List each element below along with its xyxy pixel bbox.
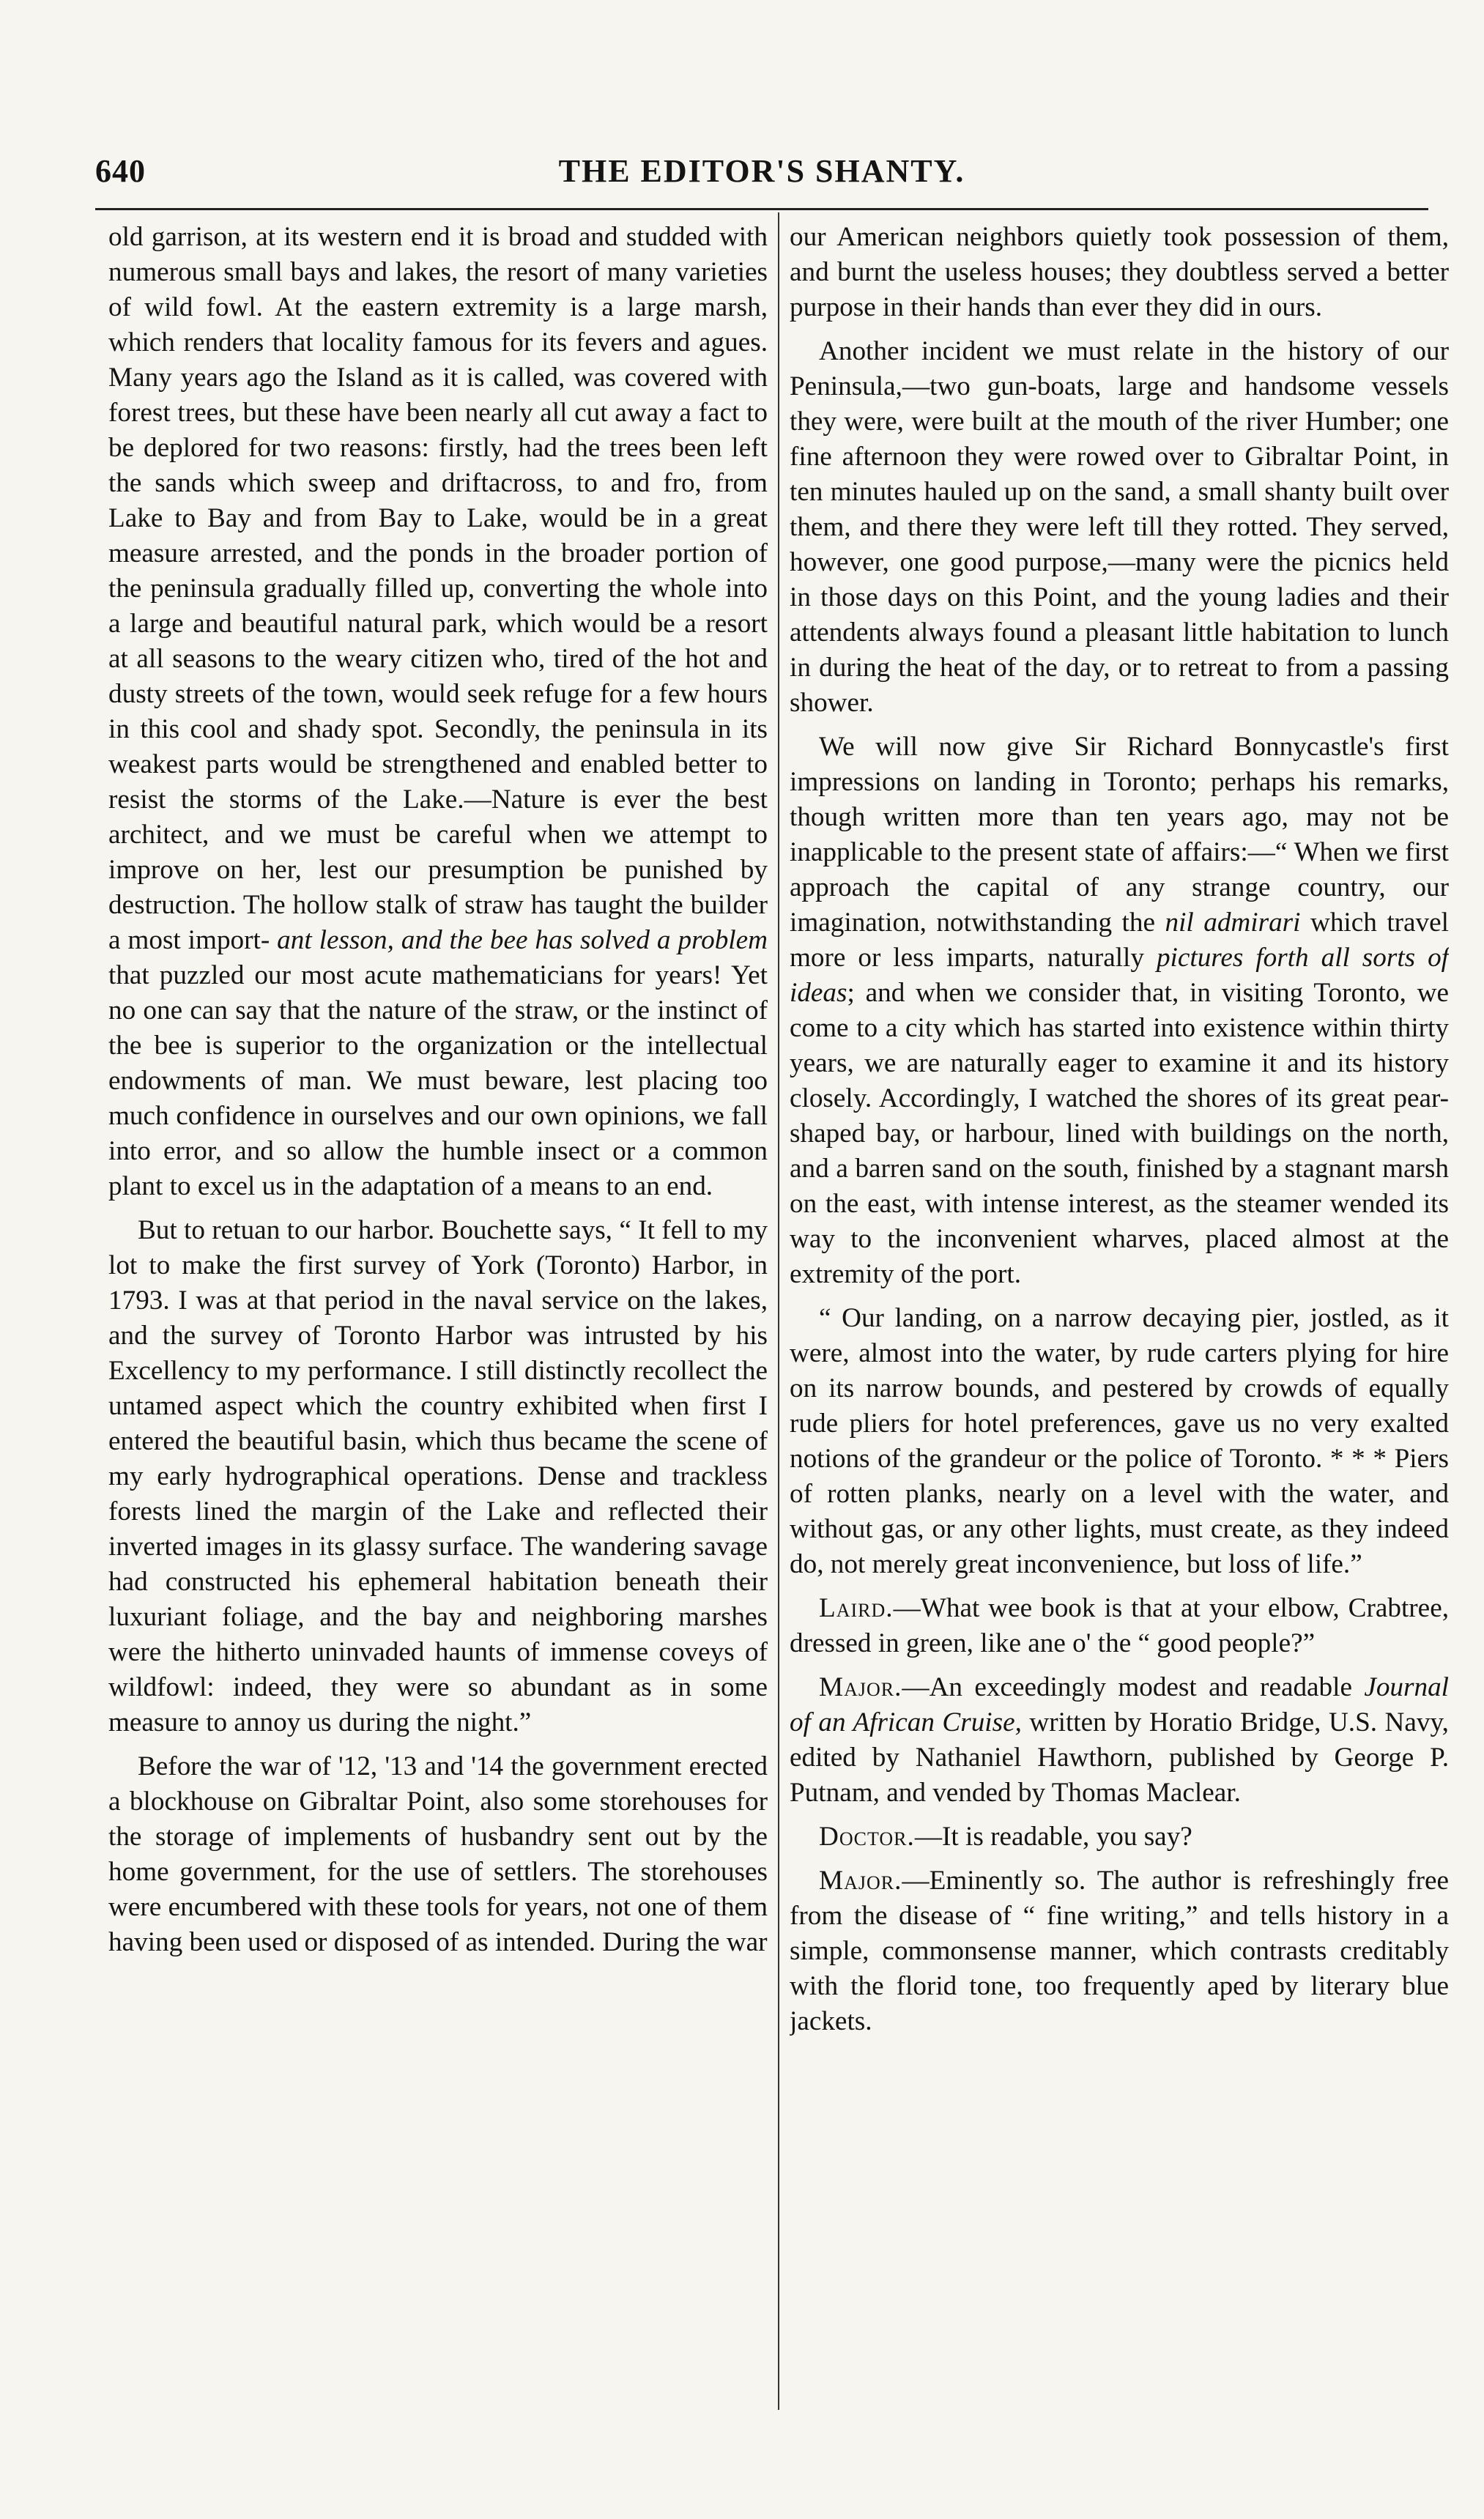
book-title: Journal of an African Cruise, <box>790 1672 1449 1737</box>
dialogue-paragraph <box>790 1591 1449 1661</box>
dialogue-text: —Eminently so. The author is refreshingly free from the disease of “ fine writing,” and tells history in a simple, commonsense manner, which contrasts creditably with the florid tone, too frequently aped by literary blue jackets. <box>790 1866 1449 2036</box>
speaker-name: Major. <box>819 1672 902 1702</box>
paragraph: “ Our landing, on a narrow decaying pier, jostled, as it were, almost into the water, by rude carters plying for hire on its narrow bounds, and pestered by crowds of equally rude pliers for hotel preferences, gave us no very exalted notions of the grandeur or the police of Toronto. * * * Piers of rotten planks, nearly on a level with the water, and without gas, or any other lights, must create, as they indeed do, not merely great inconvenience, but loss of life.” <box>790 1303 1449 1579</box>
dialogue-text: —It is readable, you say? <box>914 1822 1192 1852</box>
dialogue-paragraph <box>790 1863 1449 2039</box>
dialogue-text: —An exceedingly modest and readable <box>902 1672 1352 1702</box>
speaker-name: Doctor. <box>819 1822 915 1852</box>
speaker-name: Laird. <box>819 1593 894 1623</box>
speaker-name: Major. <box>819 1866 902 1896</box>
header-rule <box>95 208 1428 210</box>
dialogue-paragraph <box>790 1819 1449 1855</box>
paragraph <box>790 730 1449 1292</box>
paragraph-text: that puzzled our most acute mathematicians for years! Yet no one can say that the nature of the straw, or the instinct of the bee is superior to the organization or the intellectual endowments of man. We must beware, lest placing too much confidence in ourselves and our own opinions, we fall into error, and so allow the humble insect or a common plant to excel us in the adaptation of a means to an end. <box>108 960 768 1201</box>
paragraph-text: ; and when we consider that, in visiting Toronto, we come to a city which has started into existence within thirty years, we are naturally eager to examine it and its history closely. Accordingly, I watched the shores of its great pear-shaped bay, or harbour, lined with buildings on the north, and a barren sand on the south, finished by a stagnant marsh on the east, with intense interest, as the steamer wended its way to the inconvenient wharves, placed almost at the extremity of the port. <box>790 978 1449 1289</box>
italic-text: ant lesson, and the bee has solved a problem <box>277 925 768 955</box>
right-column <box>790 220 1449 2461</box>
paragraph-text: old garrison, at its western end it is broad and studded with numerous small bays and lakes, the resort of many varieties of wild fowl. At the eastern extremity is a large marsh, which renders that locality famous for its fevers and agues. Many years ago the Island as it is called, was covered with forest trees, but these have been nearly all cut away a fact to be deplored for two reasons: firstly, had the trees been left the sands which sweep and driftacross, to and fro, from Lake to Bay and from Bay to Lake, would be in a great measure arrested, and the ponds in the broader portion of the peninsula gradually filled up, converting the whole into a large and beautiful natural park, which would be a resort at all seasons to the weary citizen who, tired of the hot and dusty streets of the town, would seek refuge for a few hours in this cool and shady spot. Secondly, the peninsula in its weakest parts would be strengthened and enabled better to resist the storms of the Lake.—Nature is ever the best architect, and we must be careful when we attempt to improve on her, lest our presumption be punished by destruction. The hollow stalk of straw has taught the builder a most import- <box>108 222 768 955</box>
paragraph: our American neighbors quietly took possession of them, and burnt the useless houses; they doubtless served a better purpose in their hands than ever they did in ours. <box>790 222 1449 322</box>
dialogue-text: —What wee book is that at your elbow, Crabtree, dressed in green, like ane o' the “ good people?” <box>790 1593 1449 1658</box>
page-number: 640 <box>95 153 146 189</box>
paragraph-text: which travel more or less imparts, naturally <box>790 908 1449 973</box>
paragraph: Another incident we must relate in the history of our Peninsula,—two gun-boats, large and handsome vessels they were, were built at the mouth of the river Humber; one fine afternoon they were rowed over to Gibraltar Point, in ten minutes hauled up on the sand, a small shanty built over them, and there they were left till they rotted. They served, however, one good purpose,—many were the picnics held in those days on this Point, and the young ladies and their attendents always found a pleasant little habitation to lunch in during the heat of the day, or to retreat to from a passing shower. <box>790 336 1449 718</box>
paragraph <box>108 220 768 1204</box>
italic-text: nil admirari <box>1165 908 1301 938</box>
dialogue-paragraph <box>790 1670 1449 1811</box>
paragraph-text: We will now give Sir Richard Bonnycastle's first impressions on landing in Toronto; perhaps his remarks, though written more than ten years ago, may not be inapplicable to the present state of affairs:—“ When we first approach the capital of any strange country, our imagination, notwithstanding the <box>790 732 1449 938</box>
running-title: THE EDITOR'S SHANTY. <box>558 153 965 189</box>
paragraph: But to retuan to our harbor. Bouchette says, “ It fell to my lot to make the first survey of York (Toronto) Harbor, in 1793. I was at that period in the naval service on the lakes, and the survey of Toronto Harbor was intrusted by his Excellency to my performance. I still distinctly recollect the untamed aspect which the country exhibited when first I entered the beautiful basin, which thus became the scene of my early hydrographical operations. Dense and trackless forests lined the margin of the Lake and reflected their inverted images in its glassy surface. The wandering savage had constructed his ephemeral habitation beneath their luxuriant foliage, and the bay and neighboring marshes were the hitherto uninvaded haunts of immense coveys of wildfowl: indeed, they were so abundant as in some measure to annoy us during the night.” <box>108 1215 768 1737</box>
left-column <box>108 220 768 2461</box>
page-header <box>95 152 1428 204</box>
italic-text: pictures forth all sorts of ideas <box>790 943 1449 1008</box>
column-divider <box>778 212 779 2410</box>
dialogue-text: written by Horatio Bridge, U.S. Navy, edited by Nathaniel Hawthorn, published by George P. Putnam, and vended by Thomas Maclear. <box>790 1707 1449 1808</box>
paragraph: Before the war of '12, '13 and '14 the government erected a blockhouse on Gibraltar Point, also some storehouses for the storage of implements of husbandry sent out by the home government, for the use of settlers. The storehouses were encumbered with these tools for years, not one of them having been used or disposed of as intended. During the war <box>108 1751 768 1957</box>
